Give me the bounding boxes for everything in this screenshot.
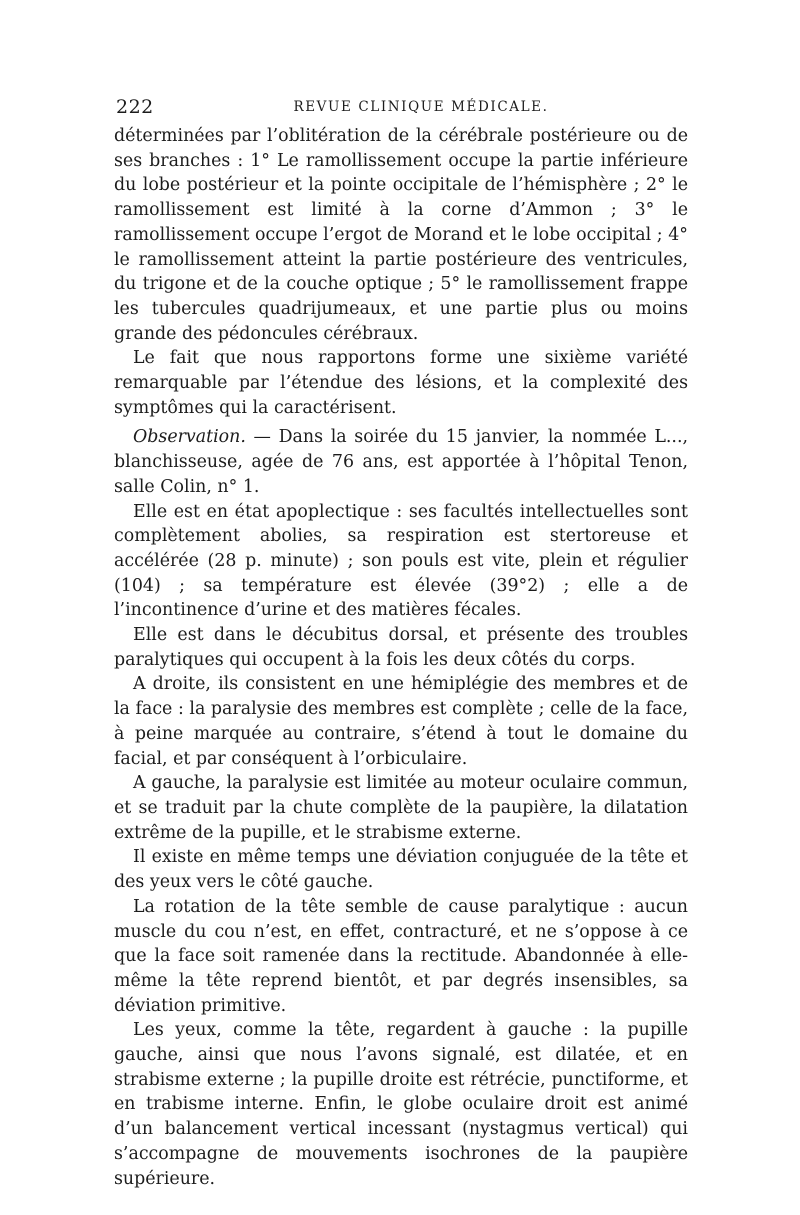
paragraph-observation xyxy=(114,425,688,499)
observation-text: — Dans la soirée du 15 janvier, la nommée L..., blanchisseuse, agée de 76 ans, est apportée à l’hôpital Tenon, salle Colin, n° 1. xyxy=(114,427,688,497)
paragraph-sixth-variety: Le fait que nous rapportons forme une sixième variété remarquable par l’étendue des lésions, et la complexité des symptômes qui la caractérisent. xyxy=(114,348,688,418)
body-text xyxy=(114,124,688,1191)
paragraph-right-side: A droite, ils consistent en une hémiplégie des membres et de la face : la paralysie des membres est complète ; celle de la face, à peine marquée au contraire, s’étend à tout le domaine du facial, et par conséquent à l’orbiculaire. xyxy=(114,674,688,769)
paragraph-conjugate-deviation: Il existe en même temps une déviation conjuguée de la tête et des yeux vers le côté gauche. xyxy=(114,847,688,893)
paragraph-eyes: Les yeux, comme la tête, regardent à gauche : la pupille gauche, ainsi que nous l’avons signalé, est dilatée, et en strabisme externe ; la pupille droite est rétrécie, punctiforme, et en trabisme interne. Enfin, le globe oculaire droit est animé d’un balancement vertical incessant (nystagmus vertical) qui s’accompagne de mouvements isochrones de la paupière supérieure. xyxy=(114,1020,688,1189)
paragraph-apoplectic-state: Elle est en état apoplectique : ses facultés intellectuelles sont complètement abolies, sa respiration est stertoreuse et accélérée (28 p. minute) ; son pouls est vite, plein et régulier (104) ; sa température est élevée (39°2) ; elle a de l’incontinence d’urine et des matières fécales. xyxy=(114,501,688,621)
observation-label: Observation. xyxy=(133,427,246,448)
paragraph-head-rotation: La rotation de la tête semble de cause paralytique : aucun muscle du cou n’est, en effet, contracturé, et ne s’oppose à ce que la face soit ramenée dans la rectitude. Abandonnée à elle-même la tête reprend bientôt, et par degrés insensibles, sa déviation primitive. xyxy=(114,896,688,1016)
running-head xyxy=(114,96,688,124)
running-title: REVUE CLINIQUE MÉDICALE. xyxy=(293,99,549,115)
page-number: 222 xyxy=(116,96,154,118)
paragraph-continuation: déterminées par l’oblitération de la cérébrale postérieure ou de ses branches : 1° Le ramollissement occupe la partie inférieure du lobe postérieur et la pointe occipitale de l’hémisphère ; 2° le ramollissement est limité à la corne d’Ammon ; 3° le ramollissement occupe l’ergot de Morand et le lobe occipital ; 4° le ramollissement atteint la partie postérieure des ventricules, du trigone et de la couche optique ; 5° le ramollissement frappe les tubercules quadrijumeaux, et une partie plus ou moins grande des pédoncules cérébraux. xyxy=(114,126,688,344)
paragraph-left-side: A gauche, la paralysie est limitée au moteur oculaire commun, et se traduit par la chute complète de la paupière, la dilatation extrême de la pupille, et le strabisme externe. xyxy=(114,773,688,843)
paragraph-decubitus: Elle est dans le décubitus dorsal, et présente des troubles paralytiques qui occupent à la fois les deux côtés du corps. xyxy=(114,625,688,670)
book-page xyxy=(114,96,688,1191)
